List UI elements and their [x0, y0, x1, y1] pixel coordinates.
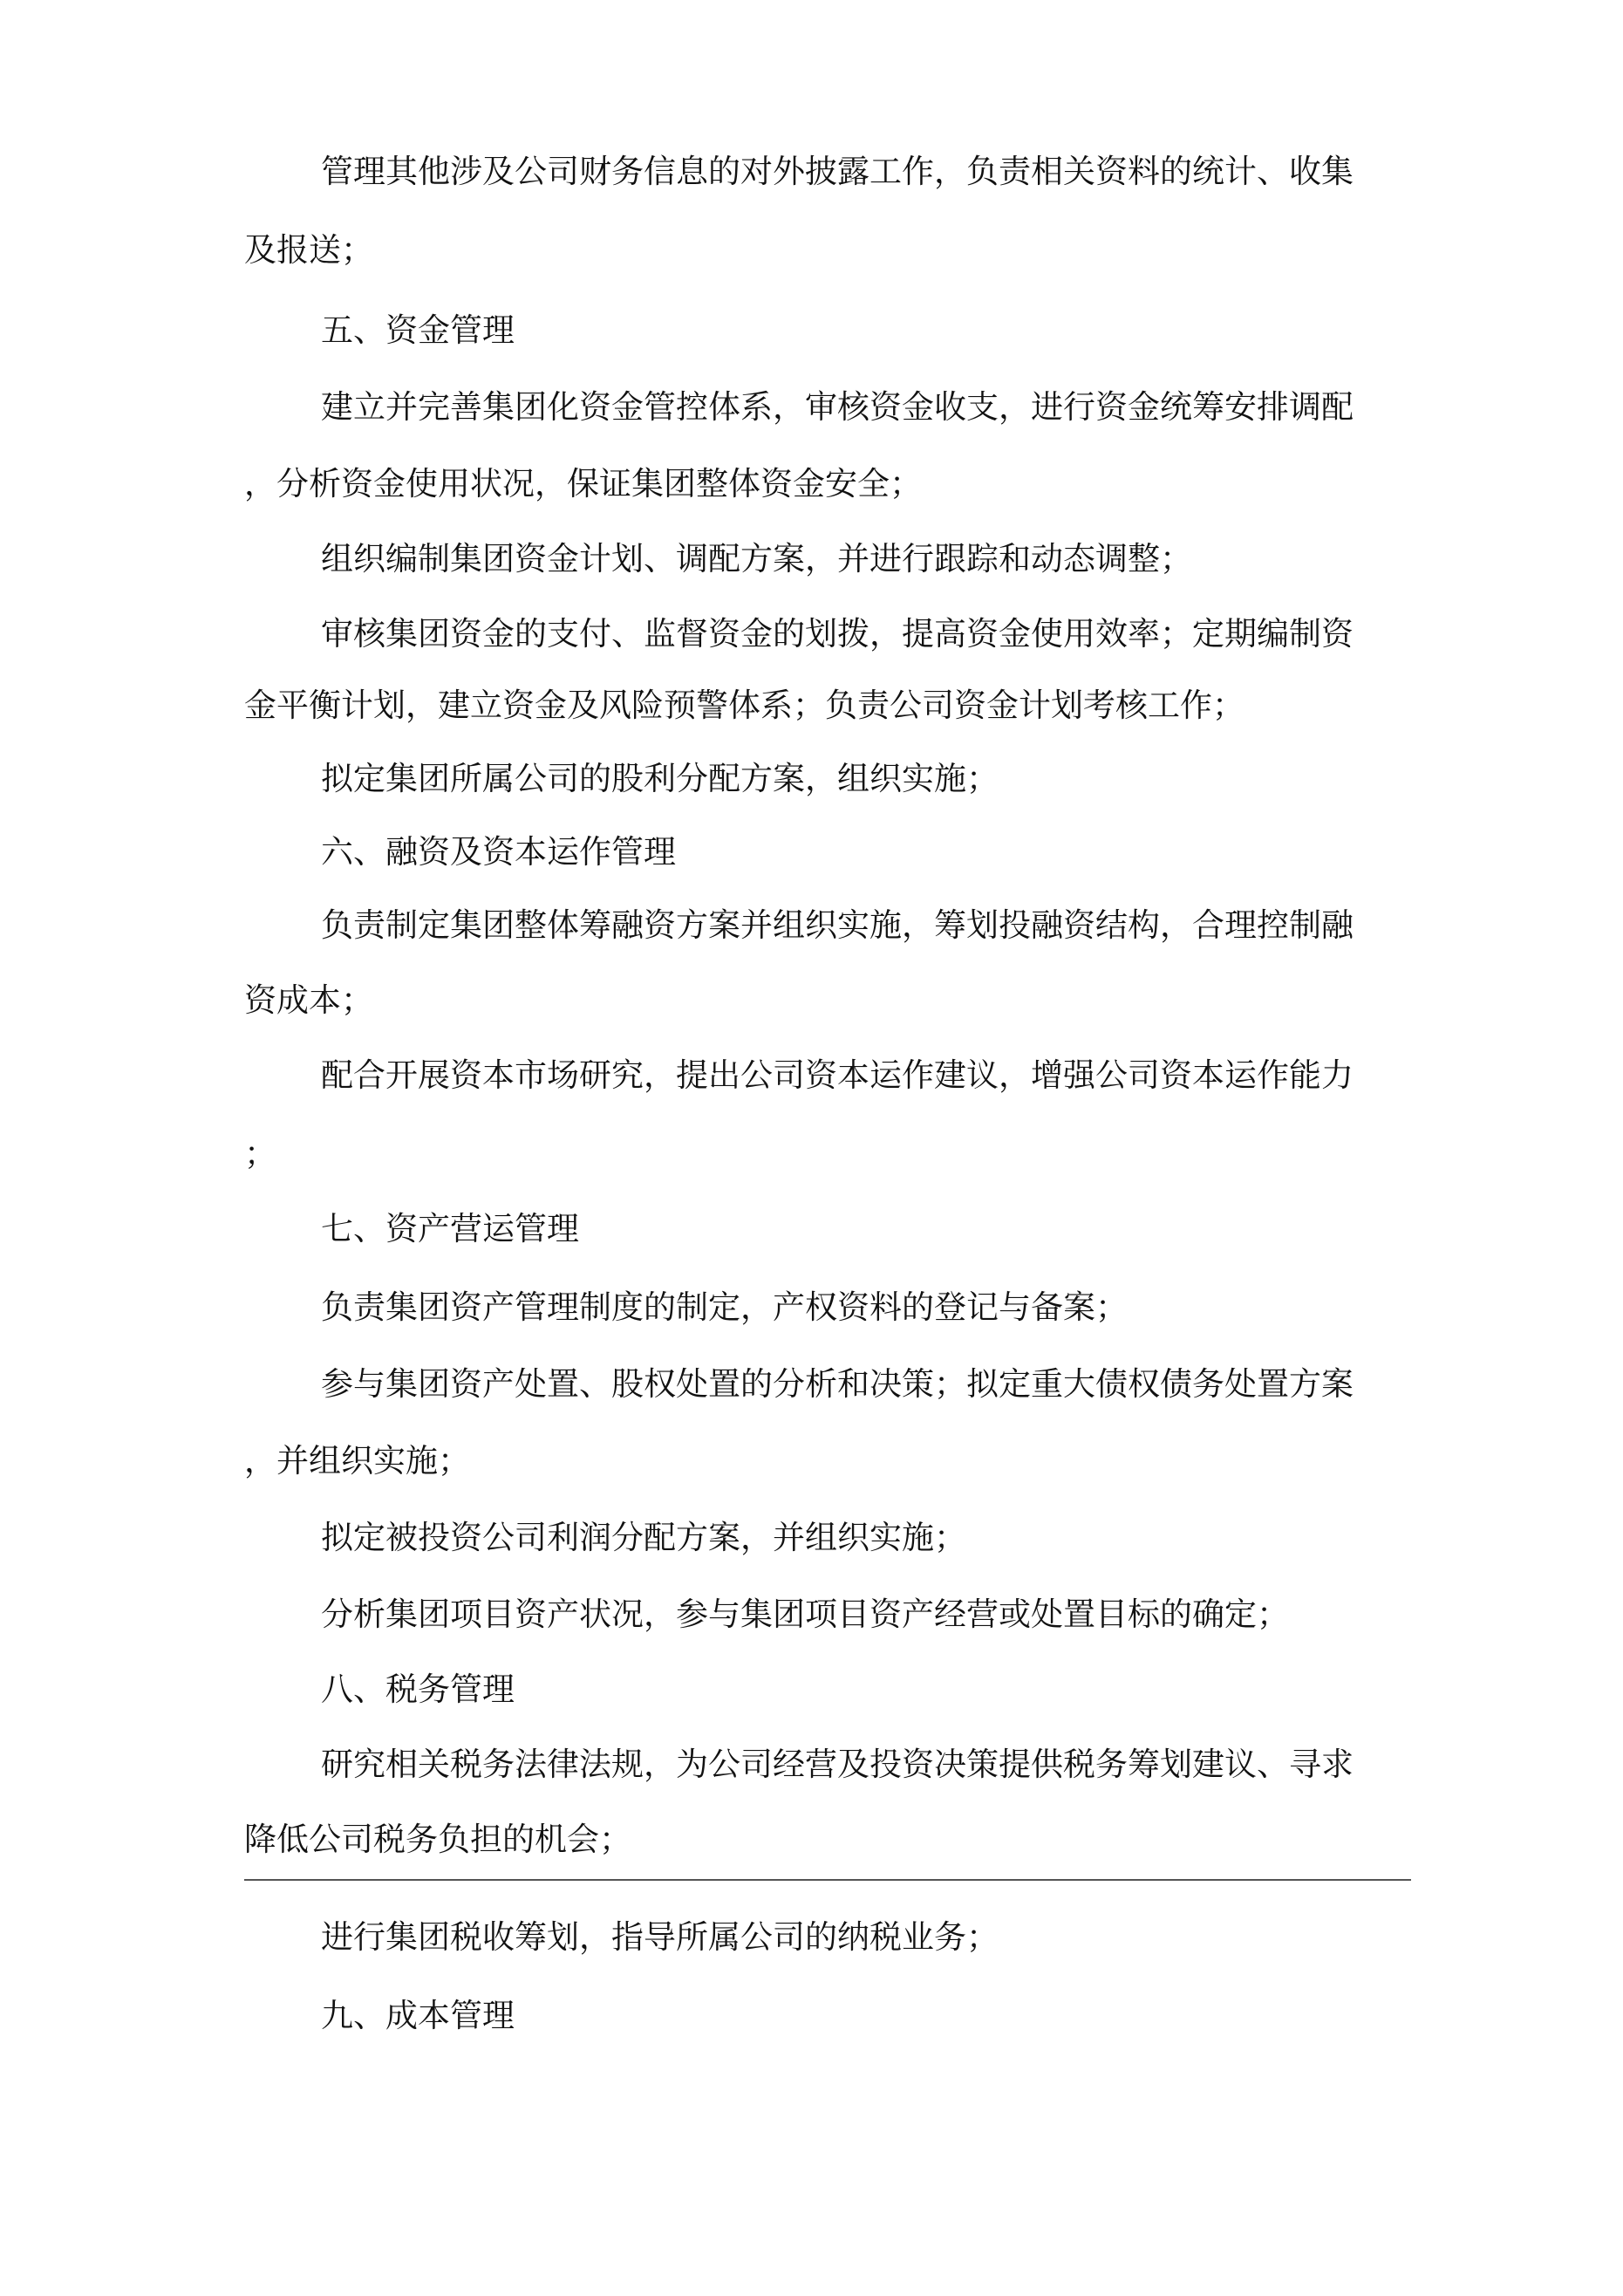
- text-line: 进行集团税收筹划，指导所属公司的纳税业务；: [321, 1918, 999, 1956]
- text-line: ；: [244, 1135, 276, 1172]
- horizontal-divider: [244, 1879, 1411, 1881]
- text-line: 建立并完善集团化资金管控体系，审核资金收支，进行资金统筹安排调配: [321, 388, 1354, 426]
- text-line: 审核集团资金的支付、监督资金的划拨，提高资金使用效率；定期编制资: [321, 615, 1354, 653]
- text-line: 研究相关税务法律法规，为公司经营及投资决策提供税务筹划建议、寻求: [321, 1746, 1354, 1783]
- text-line: 负责集团资产管理制度的制定，产权资料的登记与备案；: [321, 1288, 1128, 1326]
- text-line: 参与集团资产处置、股权处置的分析和决策；拟定重大债权债务处置方案: [321, 1365, 1354, 1403]
- text-line: 降低公司税务负担的机会；: [244, 1821, 631, 1858]
- text-line: 拟定被投资公司利润分配方案，并组织实施；: [321, 1519, 966, 1556]
- text-line: 负责制定集团整体筹融资方案并组织实施，筹划投融资结构，合理控制融: [321, 906, 1354, 944]
- text-line: ，并组织实施；: [244, 1442, 470, 1479]
- section-heading: 七、资产营运管理: [321, 1210, 579, 1247]
- text-line: 配合开展资本市场研究，提出公司资本运作建议，增强公司资本运作能力: [321, 1056, 1354, 1094]
- text-line: 组织编制集团资金计划、调配方案，并进行跟踪和动态调整；: [321, 540, 1192, 577]
- text-line: ，分析资金使用状况，保证集团整体资金安全；: [244, 465, 922, 502]
- text-line: 及报送；: [244, 231, 373, 269]
- section-heading: 九、成本管理: [321, 1997, 515, 2034]
- section-heading: 六、融资及资本运作管理: [321, 833, 676, 871]
- text-line: 拟定集团所属公司的股利分配方案，组织实施；: [321, 760, 999, 797]
- text-line: 资成本；: [244, 981, 373, 1019]
- text-line: 管理其他涉及公司财务信息的对外披露工作，负责相关资料的统计、收集: [321, 153, 1354, 190]
- section-heading: 八、税务管理: [321, 1671, 515, 1708]
- text-line: 分析集团项目资产状况，参与集团项目资产经营或处置目标的确定；: [321, 1596, 1289, 1633]
- text-line: 金平衡计划，建立资金及风险预警体系；负责公司资金计划考核工作；: [244, 687, 1245, 724]
- section-heading: 五、资金管理: [321, 311, 515, 349]
